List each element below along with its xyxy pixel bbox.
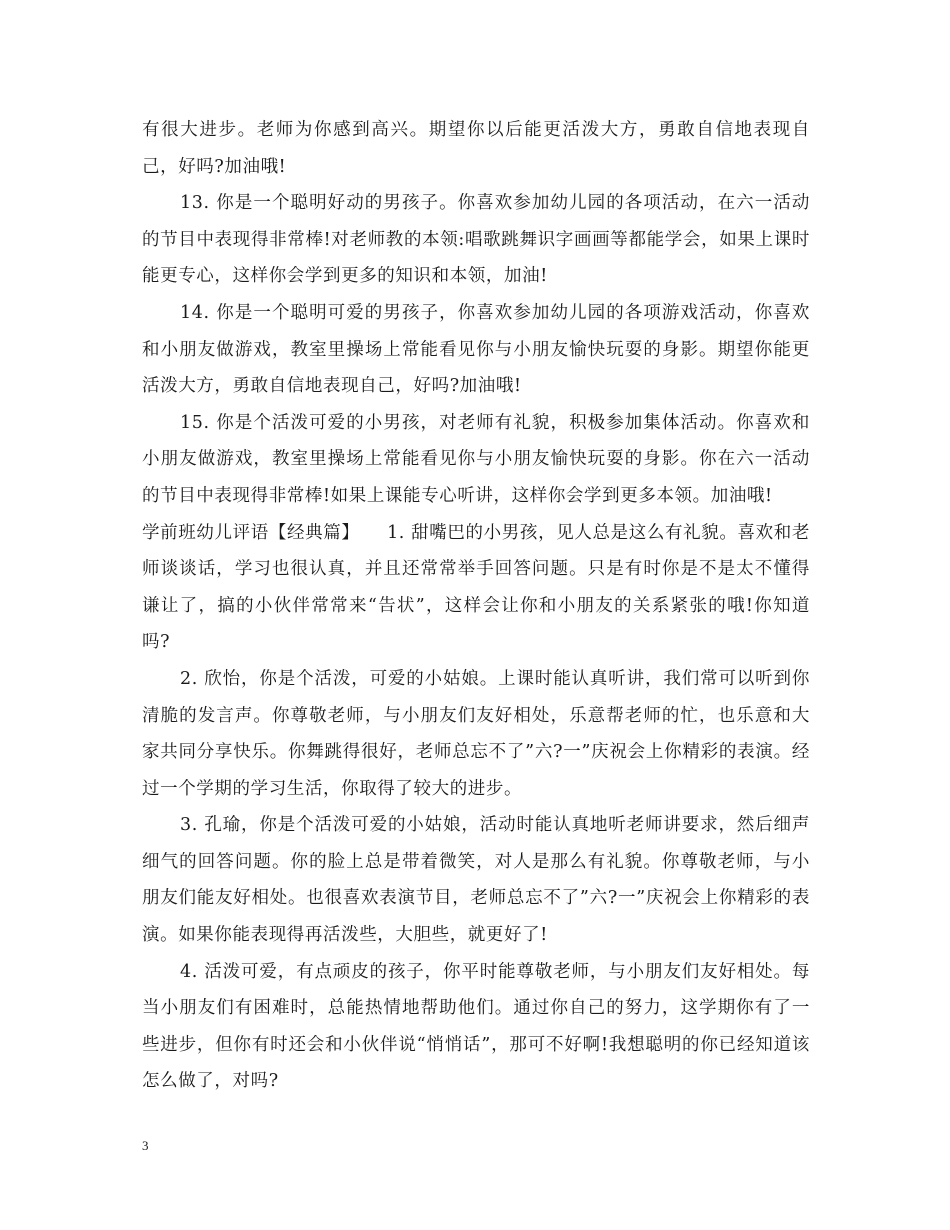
paragraph-item-13: 13. 你是一个聪明好动的男孩子。你喜欢参加幼儿园的各项活动，在六一活动的节目中表现得非常棒!对老师教的本领:唱歌跳舞识字画画等都能学会，如果上课时能更专心，这样你会学到更多的知识和本领，加油!	[142, 193, 810, 287]
paragraph-item-3: 3. 孔瑜，你是个活泼可爱的小姑娘，活动时能认真地听老师讲要求，然后细声细气的回答问题。你的脸上总是带着微笑，对人是那么有礼貌。你尊敬老师，与小朋友们能友好相处。也很喜欢表演节目，老师总忘不了”六?一”庆祝会上你精彩的表演。如果你能表现得再活泼些，大胆些，就更好了!	[142, 815, 810, 946]
paragraph-item-4: 4. 活泼可爱，有点顽皮的孩子，你平时能尊敬老师，与小朋友们友好相处。每当小朋友们有困难时，总能热情地帮助他们。通过你自己的努力，这学期你有了一些进步，但你有时还会和小伙伴说“悄悄话”，那可不好啊!我想聪明的你已经知道该怎么做了，对吗?	[142, 961, 810, 1092]
paragraph-section-classic-item-1: 学前班幼儿评语【经典篇】 1. 甜嘴巴的小男孩，见人总是这么有礼貌。喜欢和老师谈谈话，学习也很认真，并且还常常举手回答问题。只是有时你是不是太不懂得谦让了，搞的小伙伴常常来“告状”，这样会让你和小朋友的关系紧张的哦!你知道吗?	[142, 522, 810, 653]
document-body	[142, 112, 810, 1100]
paragraph-item-2: 2. 欣怡，你是个活泼，可爱的小姑娘。上课时能认真听讲，我们常可以听到你清脆的发言声。你尊敬老师，与小朋友们友好相处，乐意帮老师的忙，也乐意和大家共同分享快乐。你舞跳得很好，老师总忘不了”六?一”庆祝会上你精彩的表演。经过一个学期的学习生活，你取得了较大的进步。	[142, 668, 810, 799]
page-number: 3	[142, 1138, 149, 1153]
paragraph-continued: 有很大进步。老师为你感到高兴。期望你以后能更活泼大方，勇敢自信地表现自己，好吗?加油哦!	[142, 120, 810, 177]
paragraph-item-15: 15. 你是个活泼可爱的小男孩，对老师有礼貌，积极参加集体活动。你喜欢和小朋友做游戏，教室里操场上常能看见你与小朋友愉快玩耍的身影。你在六一活动的节目中表现得非常棒!如果上课能专心听讲，这样你会学到更多本领。加油哦!	[142, 412, 810, 506]
paragraph-item-14: 14. 你是一个聪明可爱的男孩子，你喜欢参加幼儿园的各项游戏活动，你喜欢和小朋友做游戏，教室里操场上常能看见你与小朋友愉快玩耍的身影。期望你能更活泼大方，勇敢自信地表现自己，好吗?加油哦!	[142, 302, 810, 397]
